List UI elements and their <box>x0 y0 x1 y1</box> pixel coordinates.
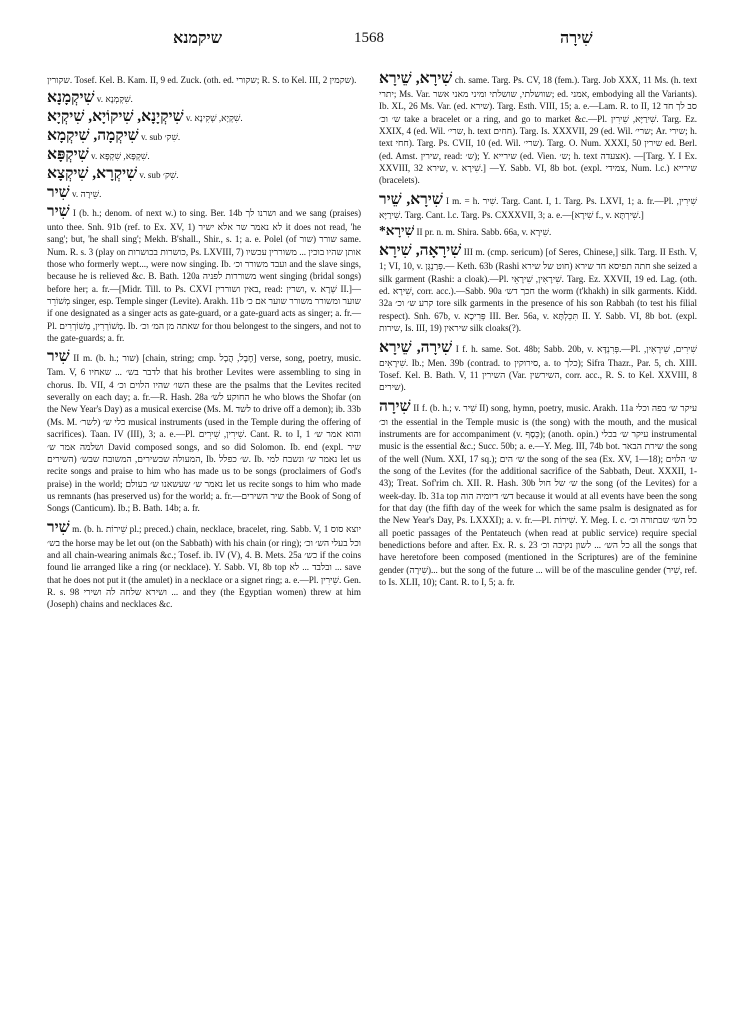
entry-text: v. שִׁקְיָא, שְׁקִינָא. <box>185 113 243 123</box>
entry-headword: שִׁיר <box>47 203 70 220</box>
entry-headword: שִׁיקְמָנָא <box>47 89 95 106</box>
dictionary-entry <box>47 348 361 514</box>
left-column <box>47 70 361 612</box>
page-number: 1568 <box>354 30 384 46</box>
entry-text: I (b. h.; denom. of next w.) to sing. Ber. 14b ושרנו לך and we sang (praises) unto thee. Snh. 91b (ref. to Ex. XV, 1) לא נאמר שר אלא ישיר it does not read, 'he sang'; but, 'he shall sing'; Mekh. B'shall., Shir., s. 1; a. e. Polel (of שור) שורר same. Num. R. s. 3 (play on כושרות בכושרות, Ps. LXVIII, 7) אותן שהיו בוכין ... משוררין עכשיו those who formerly wept..., were now singing. Ib. ועבד משורר וכ׳ and the slave sings, because he is relieved &c. B. Bath. 120a משוררות לפניה went singing (bridal songs) before her; a. fr.—[Midr. Till. to Ps. CXVI באין ושוררין, read: ושרין, v. שְׁרָא II.]—מְשׁוֹרֵר singer, esp. Temple singer (Levite). Arakh. 11b שוער ומשורר משורר שוער אם כ׳ if one designated as a singer acts as gate-guard, or a gate-guard acts as singer; a. fr.—Pl. מְשׁוֹרְרִין, מְשׁוֹרְרִים. Ib. שאתה מן המ׳ וכ׳ for thou belongest to the singers, and not to the gate-guards; a. fr. <box>47 208 362 344</box>
entry-headword: שִׁיר <box>47 518 70 536</box>
dictionary-entry <box>379 339 697 394</box>
dictionary-entry <box>47 165 361 183</box>
dictionary-entry <box>379 225 697 238</box>
dictionary-entry <box>47 203 361 344</box>
entry-headword: שִׁירָה <box>379 397 411 415</box>
entry-text: v. sub שִׁק׳. <box>140 132 181 142</box>
entry-text: II pr. n. m. Shira. Sabb. 66a, v. שִׁירָא. <box>416 227 552 238</box>
entry-text: II m. (b. h.; שור) [chain, string; cmp. חֶבֶל, הֲבָל] verse, song, poetry, music. Tam. V, 6 לדבר בש׳ ... שאחיו that his brother Levites were assembling to sing in chorus. Ib. VII, 4 השו׳ שהיו הלוים וכ׳ these are the psalms that the Levites recited severally on each day; a. fr.—R. Hash. 28a החוקע לש׳ he who blows the Shofar (on the New Year's Day) as a musical exercise (Ms. M. לשד to drive off a demon); ib. 33b (Ms. M. לשר׳) כלי ש׳ musical instruments (used in the Temple during the offering of sacrifices). Taan. IV (III), 3; a. e.—Pl. שִׁירִין, שִׁירִים. Cant. R. to I, 1 והוא אמר ש׳ ושלמה אמר ש׳ David composed songs, and so did Solomon. Ib. end (expl. שיר השירים) המעולה שבשירים, המשובח שבש׳, Ib. ש׳ כפלל. Ib. נאמר ש׳ ונשבח למי let us recite songs and praise to him who has made us to be songs (proclaimers of God's praise) in the world; נאמר ש׳ שעשאנו ש׳ בעולם let us recite songs to him who made us remnants (has preserved us) for the world; a. fr.—שיר השירים the Book of Song of Songs (Canticum). Ib.; B. Bath. 14b; a. fr. <box>47 353 362 514</box>
dictionary-entry <box>379 191 697 221</box>
entry-text: ch. same. Targ. Ps. CV, 18 (fem.). Targ. Job XXX, 11 Ms. (h. text יתרי; Ms. Var. שוושלתי, שושלתי ומיני מאני אשר; ed. אמני, embodying all the Variants). Ib. XL, 26 Ms. Var. (ed. שירא). Targ. Esth. VIII, 15; a. e.—Lam. R. to II, 12 סב לך חד ש׳ וכ׳ take a bracelet or a ring, and go to market &c.—Pl. שִׁירַיָּא, שִׁירִין. Targ. Ez. XXIX, 4 (ed. Wil. שרי׳, h. text חחים). Targ. Is. XXXVII, 29 (ed. Wil. שרי׳; Ar. שירי; h. text חחי). Targ. Ps. CVII, 10 (ed. Wil. שרי׳). Targ. O. Num. XXXI, 50 שירין ed. Berl. (ed. Amst. שירין, read: ש׳); Y. שירייא (ed. Vien. ש׳; h. text אצעדה). —[Targ. Y. I Ex. XXVIII, 32 שירא, v. שִׁירָא.] —Y. Sabb. VI, 8b bot. (expl. צמידי, Num. l.c.) שירייא (bracelets). <box>379 75 698 186</box>
entry-text: v. sub שִׁק׳. <box>139 170 179 180</box>
entry-headword: שִׁיר <box>47 348 70 366</box>
entry-text: III m. (cmp. sericum) [of Seres, Chinese,] silk. Targ. II Esth. V, 1; VI, 10, v. פְּרַנְגָּן.— Keth. 63b (Rashi חוט של שירא) חתה תפיסא חד שירא she seized a silk garment (Rashi: a cloak).—Pl. שִׁירָאִין, שִׁירָאֵי. Targ. Ez. XXVII, 19 ed. Lag. (oth. ed. שִׁירָא, corr. acc.).—Sabb. 90a חכך דש׳ the worm (t'khakh) in silk garments. Kidd. 32a קרע ש׳ וכ׳ tore silk garments in the presence of his son Rabbah (to test his filial respect). Snh. 67b, v. פְּרִיכָא III. Ber. 56a, v. תִּכְלְתָּא II. Y. Sabb. VI, 8b bot. (expl. שירות, Is. III, 19) שיראין silk cloaks(?). <box>379 247 698 334</box>
entry-text: I m. = h. שִׁיר. Targ. Cant. I, 1. Targ. Ps. LXVI, 1; a. fr.—Pl. שִׁירִין, שִׁירַיָּא. Targ. Cant. l.c. Targ. Ps. CXXXVII, 3; a. e.—[שִׁירָא f., v. שִׁירְתָּא.] <box>379 195 698 220</box>
entry-text: v. שִׁקְמְנָא. <box>96 94 133 104</box>
entry-headword: שִׁירָה, שֵׁירָא <box>379 338 453 356</box>
entry-headword: שִׁיר <box>47 184 70 201</box>
dictionary-entry <box>47 519 361 611</box>
entry-headword: שִׁיקְרָא, שִׁיקְצָא <box>47 165 138 182</box>
dictionary-entry <box>47 184 361 202</box>
entry-headword: שִׁיקְמָה, שִׁיקְמָא <box>47 127 139 144</box>
dictionary-entry <box>47 70 361 88</box>
entry-text: v. שֵׁירָה. <box>71 189 102 199</box>
entry-headword: שִׁירָאָה, שִׁירָא <box>379 242 462 260</box>
entry-text: v. שִׁקְפָּא, שִׁקְפָּא. <box>91 151 150 161</box>
entry-text: m. (b. h. שֵׁירוֹת pl.; preced.) chain, necklace, bracelet, ring. Sabb. V, 1 יוצא סוס בש׳ the horse may be let out (on the Sabbath) with his chain (or ring); וכל בעלי הש׳ וכ׳ and all chain-wearing animals &c.; Tosef. ib. IV (V), 4. B. Mets. 25a כש׳ if the coins found lie arranged like a ring (or necklace). Y. Sabb. VI, 8b top ובלבד ... לא ... save that he does not put it (the amulet) in a necklace or a signet ring; a. e.—Pl. שֵׁירִין. Gen. R. s. 98 ושירא שלחה לה ושירי ... and they (the Egyptian women) threw at him (Joseph) chains and necklaces &c. <box>47 523 362 610</box>
right-running-headword: שִׁירָה <box>560 30 593 47</box>
entry-text: שקורין. Tosef. Kel. B. Kam. II, 9 ed. Zuck. (oth. ed. שקורי; R. S. to Kel. III, 2 שקמין). <box>47 75 357 85</box>
entry-headword: שִׁיקְפָּא <box>47 146 89 163</box>
entry-headword: *שִׁירָא <box>379 223 415 239</box>
dictionary-entry <box>47 108 361 126</box>
entry-headword: שִׁירָא, שֵׁיר <box>379 190 443 208</box>
dictionary-entry <box>379 242 697 334</box>
dictionary-entry <box>47 89 361 107</box>
dictionary-entry <box>47 127 361 145</box>
entry-headword: שִׁירָא, שֵׁירָא <box>379 70 453 87</box>
entry-text: I f. h. same. Sot. 48b; Sabb. 20b, v. פְּרִנְדָּא.—Pl. שִׁירִים, שִׁירָאִין, שִׁירָאִים. Ib.; Men. 39b (contrad. to סירוקין, a. to כלך); Sifra Thazr., Par. 5, ch. XIII. Tosef. Kel. B. Bath. V, 11 השירין (Var. השירשין, corr. acc., R. S. to Kel. XXVIII, 8 שירים). <box>379 343 698 393</box>
left-running-headword: שיקמנא <box>173 30 223 47</box>
dictionary-entry <box>379 398 697 589</box>
dictionary-entry <box>47 146 361 164</box>
page-header <box>48 30 688 50</box>
entry-text: II f. (b. h.; v. שִׁיר II) song, hymn, poetry, music. Arakh. 11a עיקר ש׳ בפה וכלי וכ׳ the essential in the Temple music is (the song) with the mouth, and the musical instruments are for accompaniment (v. כְּסָף); (anoth. opin.) עיקר ש׳ בכלי instrumental music is the essential &c.; Succ. 50b; a. e.—Y. Meg. III, 74b bot. שירת הבאר the song of the well (Num. XXI, 17 sq.); ש׳ הים the song of the sea (Ex. XV, 1—18); ש׳ הלוים the song of the Levites (for the additional sacrifice of the Sabbath, Deut. XXXII, 1-43); Treat. Sof'rim ch. XII. R. Hash. 30b ש׳ של חול the song (of the Levites) for a week-day. Ib. 31a top דש׳ דיומיה הוה because it would at all events have been the song for that day (the fifth day of the week for which the same psalm is designated as for the New Year's Day, Ps. LXXXI); a. v. fr.—Pl. שִׁירוֹת. Y. Meg. I. c. כל הש׳ שבתורה וכ׳ all poetic passages of the Pentateuch (when read at public service) require special benedictions before and after. Ex. R. s. 23 כל הש׳ ... לשון נקיבה וכ׳ all the songs that have heretofore been composed (mentioned in the Scriptures) are of the feminine gender (שִׁירָה)... but the song of the future ... will be of the masculine gender (שִׁיר, ref. to Is. XLII, 10); Cant. R. to I, 5; a. fr. <box>379 402 698 587</box>
dictionary-entry <box>379 70 697 187</box>
right-column <box>379 70 697 589</box>
entry-headword: שִׁיקְיָנָא, שִׁיקוֹיָא, שִׁיקְיָא <box>47 108 184 125</box>
